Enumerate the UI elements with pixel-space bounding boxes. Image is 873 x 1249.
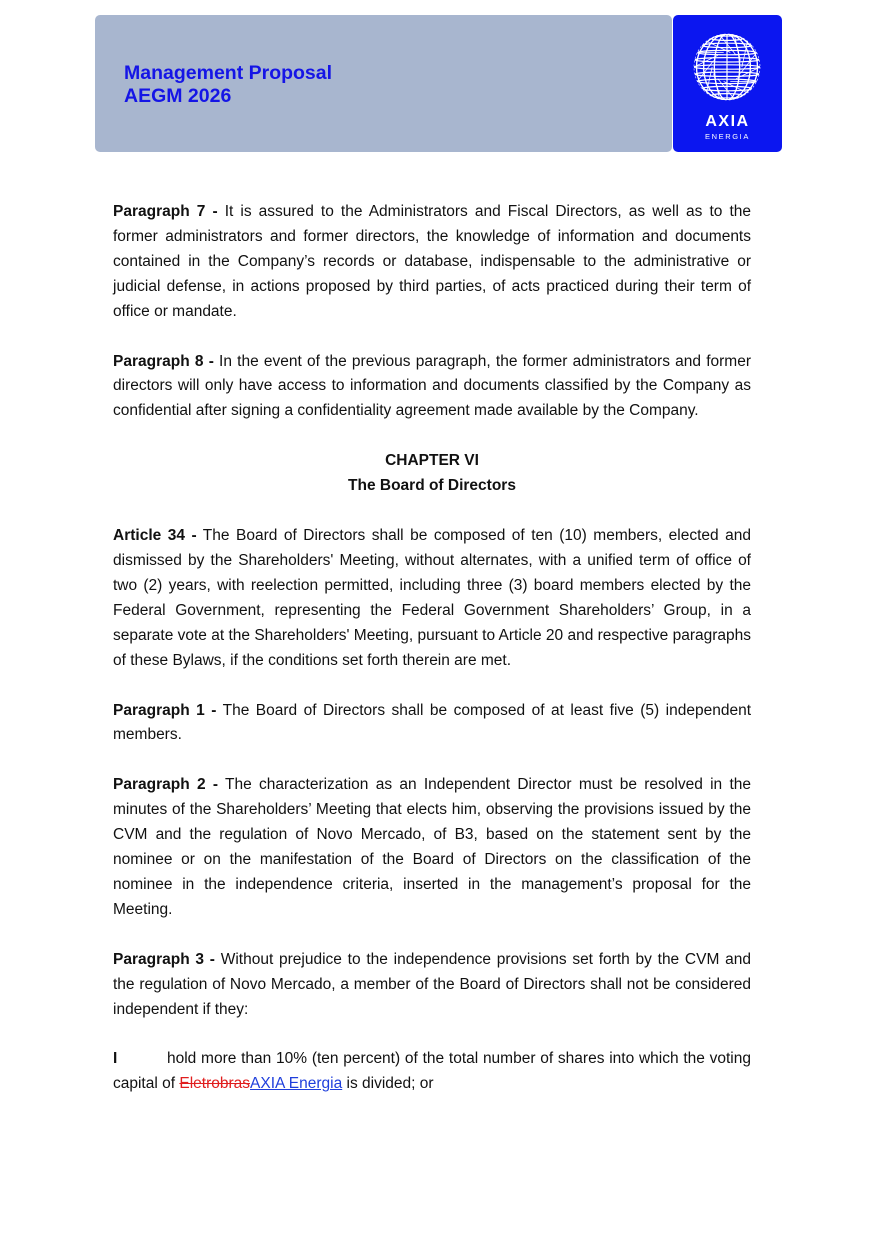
company-logo <box>673 15 782 152</box>
paragraph-1-text: The Board of Directors shall be composed of at least five (5) independent members. <box>113 701 752 744</box>
header-band <box>95 15 672 152</box>
paragraph-7 <box>113 200 751 325</box>
inserted-text: AXIA Energia <box>250 1075 343 1093</box>
paragraph-1 <box>113 699 751 749</box>
item-i-text-before: hold more than 10% (ten percent) of the total number of shares into which the voting capital of <box>113 1050 751 1093</box>
globe-icon <box>691 31 763 103</box>
title-line-2: AEGM 2026 <box>124 85 232 107</box>
paragraph-1-label: Paragraph 1 - <box>113 701 217 719</box>
paragraph-8 <box>113 350 751 425</box>
article-34-label: Article 34 - <box>113 527 197 545</box>
article-34-text: The Board of Directors shall be composed of ten (10) members, elected and dismissed by the Shareholders' Meeting, without alternates, with a unified term of office of two (2) years, with reelection permitted, including three (3) board members elected by the Federal Government, representing the Federal Government Shareholders’ Group, in a separate vote at the Shareholders' Meeting, pursuant to Article 20 and respective paragraphs of these Bylaws, if the conditions set forth therein are met. <box>113 527 751 669</box>
paragraph-8-label: Paragraph 8 - <box>113 352 214 370</box>
paragraph-2 <box>113 773 751 922</box>
paragraph-2-text: The characterization as an Independent Director must be resolved in the minutes of the Shareholders’ Meeting that elects him, observing the provisions issued by the CVM and the regulation of Novo Mercado, of B3, based on the statement sent by the nominee or on the manifestation of the Board of Directors on the classification of the nominee in the independence criteria, inserted in the management’s proposal for the Meeting. <box>113 776 752 918</box>
paragraph-3-text: Without prejudice to the independence provisions set forth by the CVM and the regulation of Novo Mercado, a member of the Board of Directors shall not be considered independent if they: <box>113 950 751 1018</box>
article-34 <box>113 524 751 673</box>
logo-subtitle: ENERGIA <box>705 132 750 141</box>
item-i-text-after: is divided; or <box>342 1075 434 1093</box>
paragraph-3 <box>113 948 751 1023</box>
chapter-number: CHAPTER VI <box>385 452 479 470</box>
logo-name: AXIA <box>705 113 750 130</box>
document-title <box>124 62 332 108</box>
title-line-1: Management Proposal <box>124 62 333 84</box>
chapter-title: The Board of Directors <box>348 477 516 495</box>
paragraph-2-label: Paragraph 2 - <box>113 776 219 794</box>
deleted-text: Eletrobras <box>179 1075 251 1093</box>
paragraph-7-text: It is assured to the Administrators and Fiscal Directors, as well as to the former administrators and former directors, the knowledge of information and documents contained in the Company’s records or database, indispensable to the administrative or judicial defense, in actions proposed by third parties, of acts practiced during their term of office or mandate. <box>113 203 752 320</box>
paragraph-8-text: In the event of the previous paragraph, the former administrators and former directors will only have access to information and documents classified by the Company as confidential after signing a confidentiality agreement made available by the Company. <box>113 352 751 420</box>
paragraph-3-label: Paragraph 3 - <box>113 950 215 968</box>
item-i-number: I <box>113 1050 118 1068</box>
document-body <box>113 200 751 1097</box>
paragraph-7-label: Paragraph 7 - <box>113 203 218 220</box>
item-i <box>113 1047 751 1097</box>
